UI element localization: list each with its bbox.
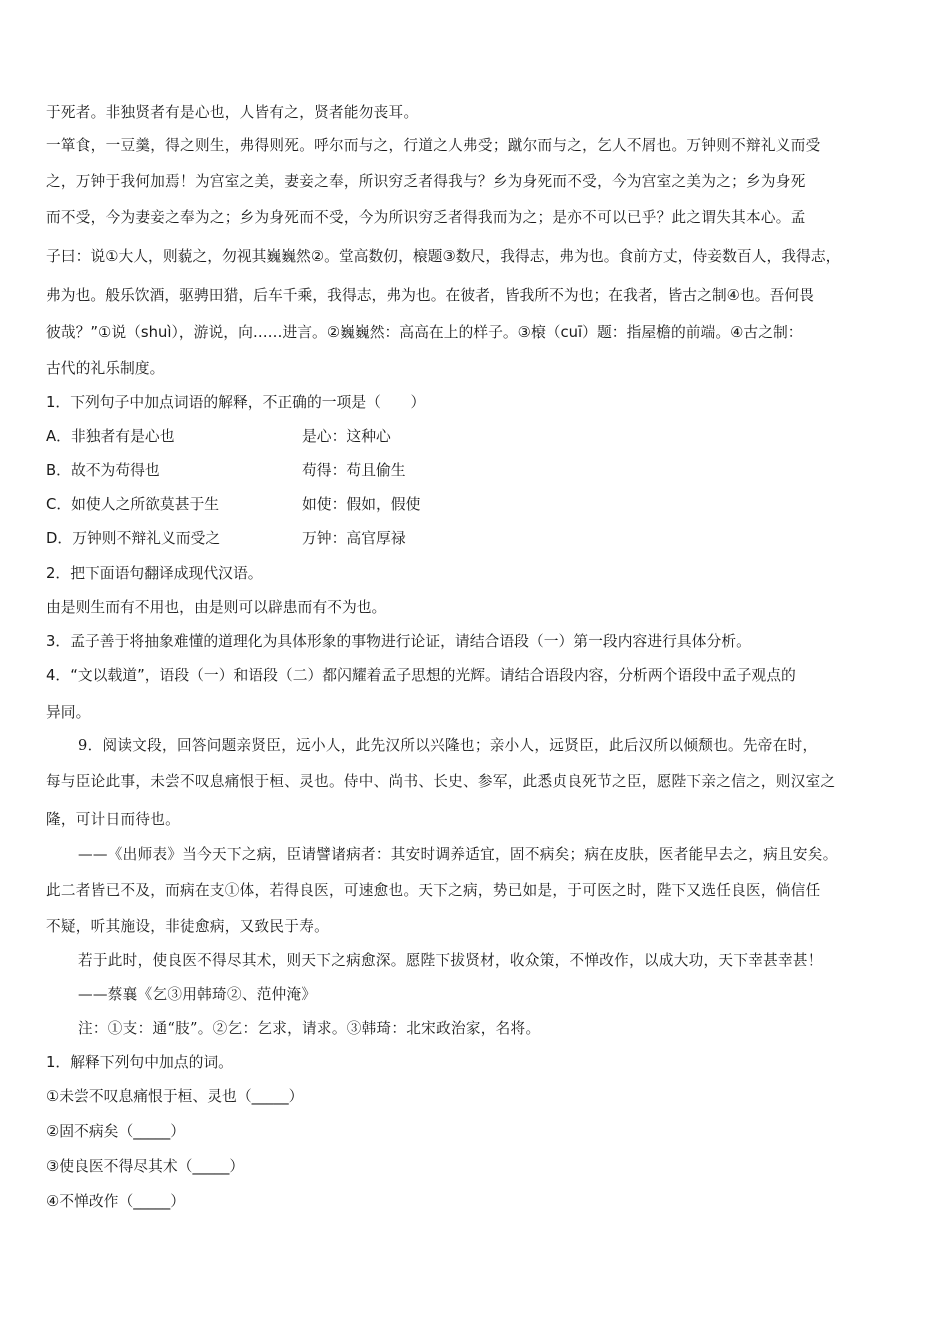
question-2-stem: 2．把下面语句翻译成现代汉语。 xyxy=(46,565,263,582)
passage-line: 一箪食，一豆羹，得之则生，弗得则死。呼尔而与之，行道之人弗受；蹴尔而与之，乞人不屑也。万钟则不辩礼义而受 xyxy=(46,137,821,154)
option-b-sentence: B．故不为苟得也 xyxy=(46,462,160,479)
option-d-sentence: D．万钟则不辩礼义而受之 xyxy=(46,530,221,547)
question-1-stem: 1．下列句子中加点词语的解释，不正确的一项是（ ） xyxy=(46,394,426,411)
option-a-sentence: A．非独者有是心也 xyxy=(46,428,175,445)
blank-item: ④不惮改作（_____） xyxy=(46,1193,186,1210)
blank-item: ②固不病矣（_____） xyxy=(46,1123,186,1140)
question-3-stem: 3．孟子善于将抽象难懂的道理化为具体形象的事物进行论证，请结合语段（一）第一段内容进行具体分析。 xyxy=(46,633,751,650)
section-9-line: 此二者皆已不及，而病在支①体，若得良医，可速愈也。天下之病，势已如是，于可医之时，陛下又选任良医，倘信任 xyxy=(46,882,821,899)
section-9-line: ——《出师表》当今天下之病，臣请譬诸病者：其安时调养适宜，固不病矣；病在皮肤，医者能早去之，病且安矣。 xyxy=(78,846,838,863)
passage-line: 于死者。非独贤者有是心也，人皆有之，贤者能勿丧耳。 xyxy=(46,104,419,121)
question-4-line: 异同。 xyxy=(46,704,91,721)
question-2-sentence: 由是则生而有不用也，由是则可以辟患而有不为也。 xyxy=(46,599,387,616)
annotation-line: 古代的礼乐制度。 xyxy=(46,360,165,377)
passage-line: 而不受，今为妻妾之奉为之；乡为身死而不受，今为所识穷乏者得我而为之；是亦不可以已乎？此之谓失其本心。孟 xyxy=(46,209,806,226)
option-c-explain: 如使：假如，假使 xyxy=(302,496,421,513)
option-a-explain: 是心：这种心 xyxy=(302,428,391,445)
section-9-line: 不疑，听其施设，非徒愈病，又致民于寿。 xyxy=(46,918,329,935)
passage-line: 弗为也。般乐饮酒，驱骋田猎，后车千乘，我得志，弗为也。在彼者，皆我所不为也；在我者，皆古之制④也。吾何畏 xyxy=(46,287,814,304)
section-9-note: 注：①支：通“肢”。②乞：乞求，请求。③韩琦：北宋政治家，名将。 xyxy=(78,1020,541,1037)
section-9-line: 每与臣论此事，未尝不叹息痛恨于桓、灵也。侍中、尚书、长史、参军，此悉贞良死节之臣，愿陛下亲之信之，则汉室之 xyxy=(46,773,836,790)
annotation-line: 彼哉？”①说（shuì），游说，向……进言。②巍巍然：高高在上的样子。③榱（cuī）题：指屋檐的前端。④古之制： xyxy=(46,324,803,341)
section-9-line: 若于此时，使良医不得尽其术，则天下之病愈深。愿陛下拔贤材，收众策，不惮改作，以成大功，天下幸甚幸甚！ xyxy=(78,952,823,969)
passage-line: 之，万钟于我何加焉！为宫室之美，妻妾之奉，所识穷乏者得我与？乡为身死而不受，今为宫室之美为之；乡为身死 xyxy=(46,173,806,190)
option-d-explain: 万钟：高官厚禄 xyxy=(302,530,406,547)
passage-line: 子曰：说①大人，则藐之，勿视其巍巍然②。堂高数仞，榱题③数尺，我得志，弗为也。食前方丈，侍妾数百人，我得志， xyxy=(46,248,841,265)
section-9-source: ——蔡襄《乞③用韩琦②、范仲淹》 xyxy=(78,986,317,1003)
question-4-line: 4．“文以载道”，语段（一）和语段（二）都闪耀着孟子思想的光辉。请结合语段内容，分析两个语段中孟子观点的 xyxy=(46,667,796,684)
blank-item: ①未尝不叹息痛恨于桓、灵也（_____） xyxy=(46,1088,304,1105)
option-c-sentence: C．如使人之所欲莫甚于生 xyxy=(46,496,220,513)
section-9-line: 隆，可计日而待也。 xyxy=(46,811,181,828)
option-b-explain: 苟得：苟且偷生 xyxy=(302,462,406,479)
blank-item: ③使良医不得尽其术（_____） xyxy=(46,1158,245,1175)
section-9-line: 9．阅读文段，回答问题亲贤臣，远小人，此先汉所以兴隆也；亲小人，远贤臣，此后汉所以倾颓也。先帝在时， xyxy=(78,737,818,754)
question-9-1-stem: 1．解释下列句中加点的词。 xyxy=(46,1054,233,1071)
